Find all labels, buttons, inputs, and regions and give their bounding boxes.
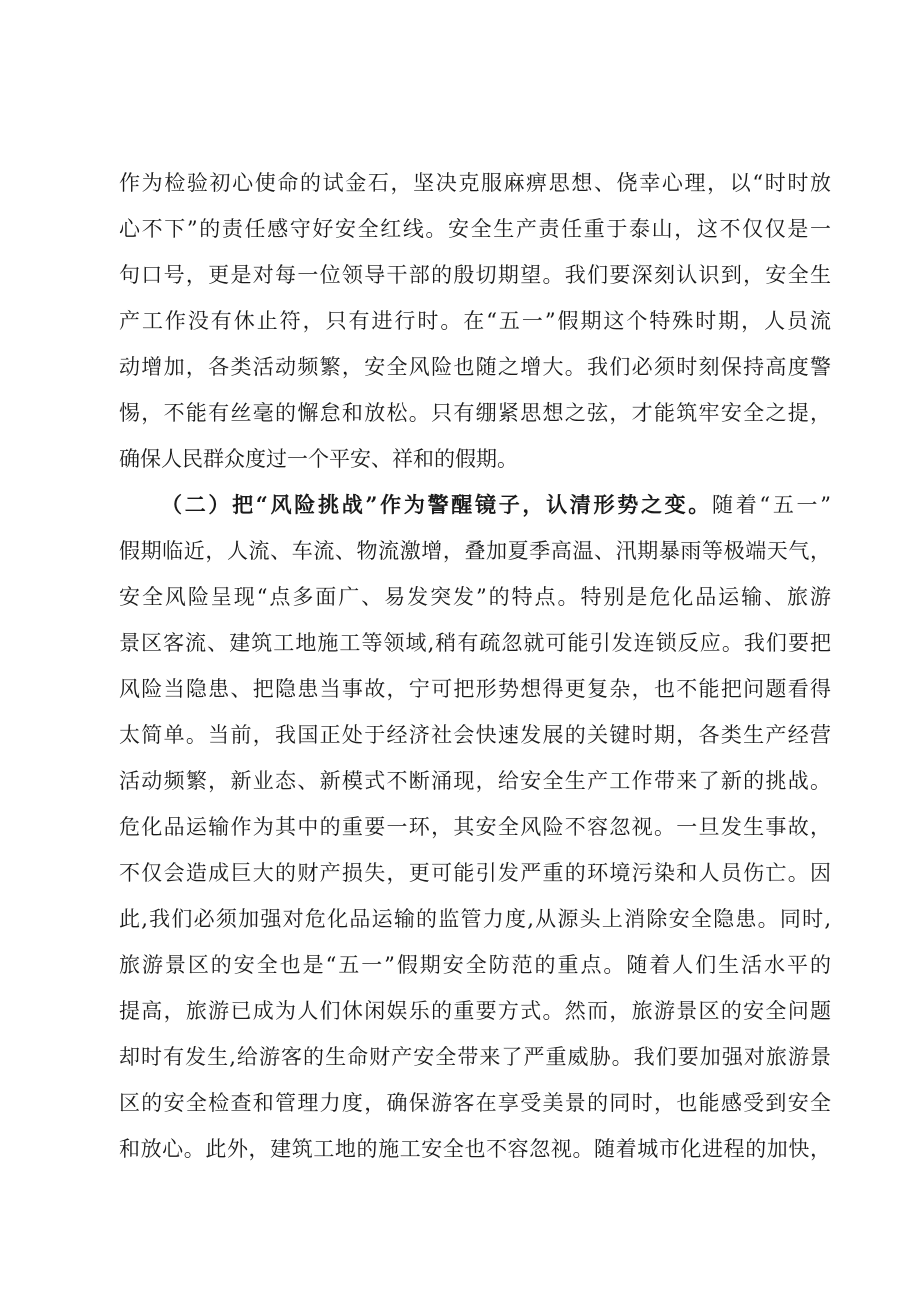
text-line: 此,我们必须加强对危化品运输的监管力度,从源头上消除安全隐患。同时, <box>119 907 831 931</box>
text-line: 提高，旅游已成为人们休闲娱乐的重要方式。然而，旅游景区的安全问题 <box>119 999 831 1023</box>
text-line: 危化品运输作为其中的重要一环，其安全风险不容忽视。一旦发生事故， <box>119 815 831 839</box>
text-line: 旅游景区的安全也是“五一”假期安全防范的重点。随着人们生活水平的 <box>119 953 831 977</box>
text-line: 景区客流、建筑工地施工等领域,稍有疏忽就可能引发连锁反应。我们要把 <box>119 631 831 655</box>
section-heading: （二）把“风险挑战”作为警醒镜子，认清形势之变。 <box>161 492 713 517</box>
heading-line-continuation: 随着“五一” <box>712 493 831 517</box>
text-line: 动增加，各类活动频繁，安全风险也随之增大。我们必须时刻保持高度警 <box>119 355 831 379</box>
text-line: 却时有发生,给游客的生命财产安全带来了严重威胁。我们要加强对旅游景 <box>119 1045 831 1069</box>
text-line: 惕，不能有丝毫的懈怠和放松。只有绷紧思想之弦，才能筑牢安全之提， <box>119 401 831 425</box>
text-line: 产工作没有休止符，只有进行时。在“五一”假期这个特殊时期，人员流 <box>119 309 831 333</box>
body-text <box>119 160 831 1172</box>
text-line: 确保人民群众度过一个平安、祥和的假期。 <box>119 447 518 471</box>
text-line: 句口号，更是对每一位领导干部的殷切期望。我们要深刻认识到，安全生 <box>119 263 831 287</box>
text-line: 不仅会造成巨大的财产损失，更可能引发严重的环境污染和人员伤亡。因 <box>119 861 831 885</box>
text-line: 安全风险呈现“点多面广、易发突发”的特点。特别是危化品运输、旅游 <box>119 585 831 609</box>
text-line: 作为检验初心使命的试金石，坚决克服麻痹思想、侥幸心理，以“时时放 <box>119 171 831 195</box>
text-line: 和放心。此外，建筑工地的施工安全也不容忽视。随着城市化进程的加快， <box>119 1137 831 1161</box>
text-line: 太简单。当前，我国正处于经济社会快速发展的关键时期，各类生产经营 <box>119 723 831 747</box>
text-line: 心不下”的责任感守好安全红线。安全生产责任重于泰山，这不仅仅是一 <box>119 217 831 241</box>
section-heading-line <box>119 482 831 528</box>
text-line: 风险当隐患、把隐患当事故，宁可把形势想得更复杂，也不能把问题看得 <box>119 677 831 701</box>
text-line: 假期临近，人流、车流、物流激增，叠加夏季高温、汛期暴雨等极端天气， <box>119 539 831 563</box>
text-line: 活动频繁，新业态、新模式不断涌现，给安全生产工作带来了新的挑战。 <box>119 769 831 793</box>
text-line: 区的安全检查和管理力度，确保游客在享受美景的同时，也能感受到安全 <box>119 1091 831 1115</box>
